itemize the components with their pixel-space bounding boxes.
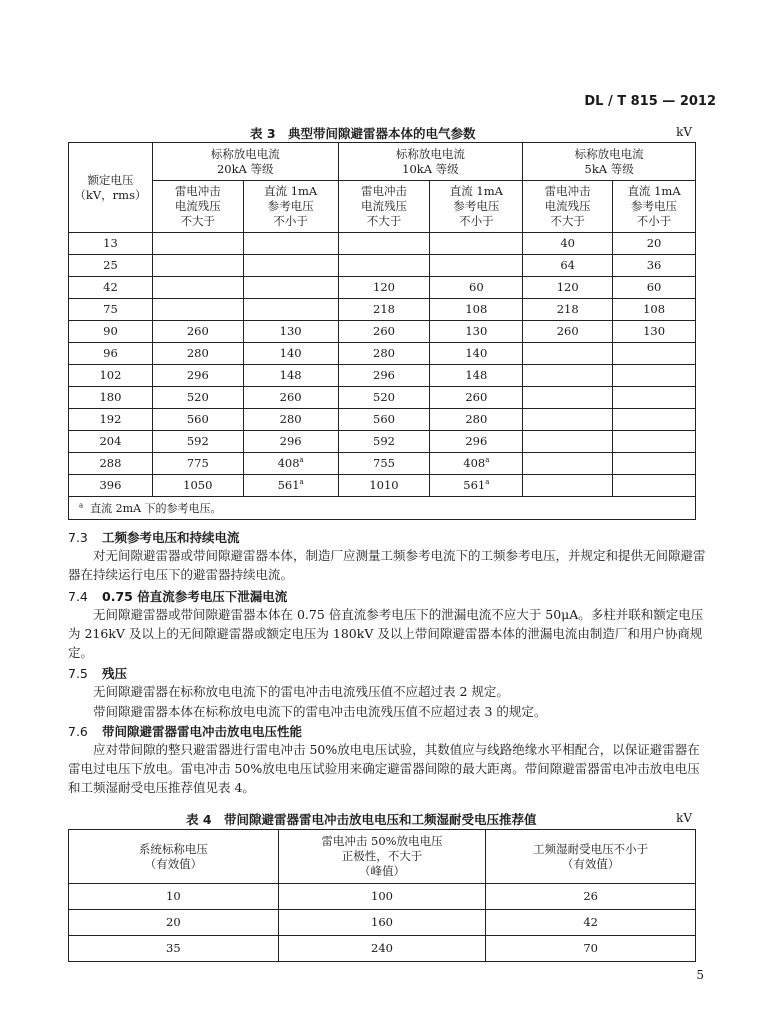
- rated-voltage-cell: 102: [69, 365, 153, 387]
- section-7-3-heading: 7.3 工频参考电压和持续电流: [68, 530, 240, 545]
- table-cell: 520: [338, 387, 430, 409]
- table-cell: [430, 255, 523, 277]
- group-header-20ka: 标称放电电流 20kA 等级: [152, 143, 338, 181]
- table-cell: [243, 277, 338, 299]
- table-cell: [523, 365, 613, 387]
- table-cell: [613, 453, 696, 475]
- table-cell: 1010: [338, 475, 430, 497]
- subheader-residual: 雷电冲击 电流残压 不大于: [152, 181, 243, 233]
- table-cell: 140: [243, 343, 338, 365]
- section-7-5-heading: 7.5 残压: [68, 666, 128, 681]
- table-cell: 60: [613, 277, 696, 299]
- table-cell: 280: [243, 409, 338, 431]
- table-row: [69, 387, 696, 409]
- table-cell: 218: [523, 299, 613, 321]
- table-cell: 1050: [152, 475, 243, 497]
- table-cell: 108: [613, 299, 696, 321]
- subheader-residual: 雷电冲击 电流残压 不大于: [338, 181, 430, 233]
- t4-header-withstand-voltage: 工频湿耐受电压不小于 （有效值）: [486, 830, 696, 884]
- footnote-mark: a: [79, 500, 84, 509]
- table-row: [69, 475, 696, 497]
- t4-header-impulse-voltage: 雷电冲击 50%放电电压 正极性，不大于 （峰值）: [278, 830, 486, 884]
- table-row: [69, 884, 696, 910]
- table-cell: 592: [338, 431, 430, 453]
- table-cell: 130: [243, 321, 338, 343]
- table-cell: [523, 475, 613, 497]
- table-cell: [338, 233, 430, 255]
- table3-caption: 表 3 典型带间隙避雷器本体的电气参数: [250, 126, 476, 141]
- rated-voltage-cell: 13: [69, 233, 153, 255]
- table-cell: 296: [243, 431, 338, 453]
- table-cell: 160: [278, 910, 486, 936]
- table-cell: [613, 475, 696, 497]
- footnote-mark: a: [299, 478, 304, 487]
- table-cell: 280: [152, 343, 243, 365]
- table-cell: 296: [152, 365, 243, 387]
- rated-voltage-cell: 192: [69, 409, 153, 431]
- table-cell: [338, 255, 430, 277]
- section-7-6-paragraph: 应对带间隙的整只避雷器进行雷电冲击 50%放电电压试验，其数值应与线路绝缘水平相配合，以保证避雷器在雷电过电压下放电。雷电冲击 50%放电电压试验用来确定避雷器间隙的最大距离。带间隙避雷器雷电冲击放电电压和工频湿耐受电压推荐值见表 4。: [68, 742, 700, 795]
- rated-voltage-cell: 204: [69, 431, 153, 453]
- table-cell: 560: [152, 409, 243, 431]
- table-cell: 408$^a$: [243, 453, 338, 475]
- footnote-mark: a: [299, 456, 304, 465]
- table-row: [69, 365, 696, 387]
- table-cell: 36: [613, 255, 696, 277]
- table-cell: 260: [430, 387, 523, 409]
- rated-voltage-cell: 396: [69, 475, 153, 497]
- table-cell: 40: [523, 233, 613, 255]
- table-cell: [613, 387, 696, 409]
- table-row: [69, 343, 696, 365]
- table-cell: [523, 431, 613, 453]
- table-cell: [243, 233, 338, 255]
- table-row: [69, 299, 696, 321]
- table-cell: 775: [152, 453, 243, 475]
- subheader-residual: 雷电冲击 电流残压 不大于: [523, 181, 613, 233]
- table-cell: [152, 277, 243, 299]
- table-cell: 148: [243, 365, 338, 387]
- rated-voltage-cell: 96: [69, 343, 153, 365]
- table-cell: [613, 365, 696, 387]
- table-cell: 520: [152, 387, 243, 409]
- page-number: 5: [696, 968, 704, 982]
- table3-unit: kV: [676, 125, 692, 139]
- section-7-4-heading: 7.4 0.75 倍直流参考电压下泄漏电流: [68, 589, 288, 604]
- table-cell: [613, 431, 696, 453]
- table-row: [69, 936, 696, 962]
- group-header-10ka: 标称放电电流 10kA 等级: [338, 143, 523, 181]
- table-cell: 260: [338, 321, 430, 343]
- subheader-reference: 直流 1mA 参考电压 不小于: [430, 181, 523, 233]
- section-7-4-paragraph: 无间隙避雷器或带间隙避雷器本体在 0.75 倍直流参考电压下的泄漏电流不应大于 50μA。多柱并联和额定电压为 216kV 及以上的无间隙避雷器或额定电压为 180kV 及以上带间隙避雷器本体的泄漏电流由制造厂和用户协商规定。: [68, 607, 704, 660]
- table-cell: 35: [69, 936, 279, 962]
- table-cell: 296: [338, 365, 430, 387]
- table-cell: [523, 409, 613, 431]
- rated-voltage-cell: 180: [69, 387, 153, 409]
- standard-code: DL / T 815 — 2012: [584, 94, 716, 109]
- table4-unit: kV: [676, 811, 692, 825]
- rated-voltage-header: 额定电压 （kV，rms）: [69, 143, 153, 233]
- table-cell: 561$^a$: [430, 475, 523, 497]
- rated-voltage-cell: 25: [69, 255, 153, 277]
- table-3: [68, 142, 696, 520]
- table-cell: 560: [338, 409, 430, 431]
- table-cell: 260: [523, 321, 613, 343]
- rated-voltage-cell: 42: [69, 277, 153, 299]
- table4-caption: 表 4 带间隙避雷器雷电冲击放电电压和工频湿耐受电压推荐值: [186, 812, 537, 827]
- table-cell: [152, 233, 243, 255]
- table-cell: 561$^a$: [243, 475, 338, 497]
- table-row: [69, 255, 696, 277]
- table-cell: 20: [69, 910, 279, 936]
- table-cell: 64: [523, 255, 613, 277]
- table-cell: 42: [486, 910, 696, 936]
- table-cell: [243, 299, 338, 321]
- table-cell: 10: [69, 884, 279, 910]
- table-cell: 60: [430, 277, 523, 299]
- group-header-5ka: 标称放电电流 5kA 等级: [523, 143, 696, 181]
- table-row: [69, 233, 696, 255]
- table-cell: 130: [613, 321, 696, 343]
- table-row: [69, 453, 696, 475]
- table-cell: 120: [338, 277, 430, 299]
- footnote-mark: a: [485, 478, 490, 487]
- table-cell: 260: [152, 321, 243, 343]
- table-row: [69, 277, 696, 299]
- table-cell: [523, 343, 613, 365]
- table-cell: 108: [430, 299, 523, 321]
- table-cell: 26: [486, 884, 696, 910]
- table-row: [69, 409, 696, 431]
- table-cell: 240: [278, 936, 486, 962]
- section-7-3-paragraph: 对无间隙避雷器或带间隙避雷器本体，制造厂应测量工频参考电流下的工频参考电压，并规定和提供无间隙避雷器在持续运行电压下的避雷器持续电流。: [68, 548, 706, 582]
- table-cell: 755: [338, 453, 430, 475]
- table-cell: 296: [430, 431, 523, 453]
- table-cell: [523, 387, 613, 409]
- table-cell: 408$^a$: [430, 453, 523, 475]
- table-cell: 260: [243, 387, 338, 409]
- table-cell: [613, 409, 696, 431]
- table-cell: [243, 255, 338, 277]
- table-cell: 218: [338, 299, 430, 321]
- table-4: [68, 829, 696, 962]
- table-cell: [152, 255, 243, 277]
- section-7-5-paragraph-1: 无间隙避雷器在标称放电电流下的雷电冲击电流残压值不应超过表 2 规定。: [93, 684, 509, 699]
- table-cell: 130: [430, 321, 523, 343]
- table-cell: 120: [523, 277, 613, 299]
- table-cell: [430, 233, 523, 255]
- table-row: [69, 321, 696, 343]
- table-row: [69, 910, 696, 936]
- table-cell: 148: [430, 365, 523, 387]
- rated-voltage-cell: 288: [69, 453, 153, 475]
- section-7-6-heading: 7.6 带间隙避雷器雷电冲击放电电压性能: [68, 724, 303, 739]
- table3-footnote: $^a$ 直流 2mA 下的参考电压。: [69, 497, 696, 520]
- table-row: [69, 431, 696, 453]
- subheader-reference: 直流 1mA 参考电压 不小于: [243, 181, 338, 233]
- table-cell: [523, 453, 613, 475]
- table-cell: 280: [338, 343, 430, 365]
- table-cell: 140: [430, 343, 523, 365]
- table-cell: 20: [613, 233, 696, 255]
- rated-voltage-cell: 90: [69, 321, 153, 343]
- table-cell: 100: [278, 884, 486, 910]
- rated-voltage-cell: 75: [69, 299, 153, 321]
- t4-header-system-voltage: 系统标称电压 （有效值）: [69, 830, 279, 884]
- footnote-mark: a: [485, 456, 490, 465]
- table-cell: 280: [430, 409, 523, 431]
- section-7-5-paragraph-2: 带间隙避雷器本体在标称放电电流下的雷电冲击电流残压值不应超过表 3 的规定。: [93, 704, 547, 719]
- table-cell: 70: [486, 936, 696, 962]
- table-cell: 592: [152, 431, 243, 453]
- subheader-reference: 直流 1mA 参考电压 不小于: [613, 181, 696, 233]
- table-cell: [613, 343, 696, 365]
- table-cell: [152, 299, 243, 321]
